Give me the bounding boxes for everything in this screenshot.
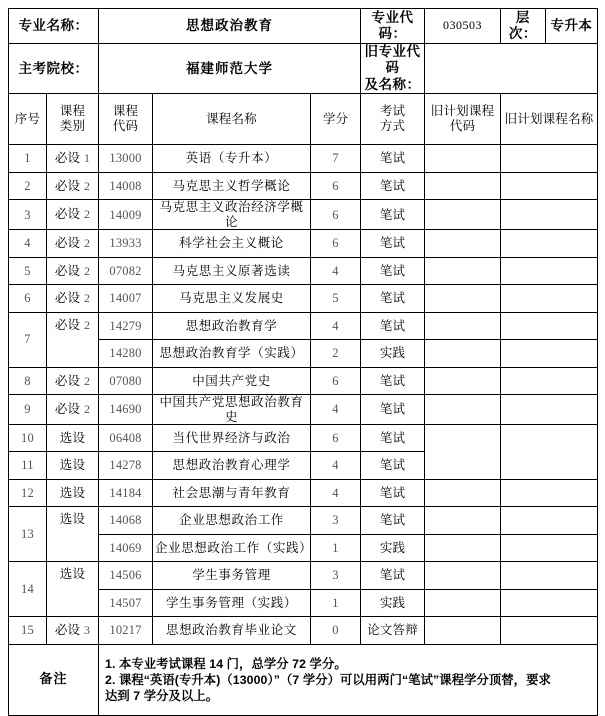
cell-course-code: 13933 (99, 230, 153, 258)
cell-old-name (501, 172, 598, 200)
category-number: 2 (83, 373, 91, 388)
cell-exam-mode: 笔试 (361, 507, 425, 535)
old-major-label (361, 44, 425, 94)
major-code-value: 030503 (425, 9, 501, 44)
cell-exam-mode: 笔试 (361, 452, 425, 480)
cell-course-name: 马克思主义发展史 (153, 285, 311, 313)
cell-course-name: 科学社会主义概论 (153, 230, 311, 258)
remark-line-2: 2. 课程“英语(专升本)（13000）”（7 学分）可以用两门“笔试”课程学分顶替，要求 (105, 672, 551, 687)
category-label: 必设 (54, 178, 81, 193)
major-name-value: 思想政治教育 (99, 9, 361, 44)
host-school-label: 主考院校： (9, 44, 99, 94)
meta-row-major (9, 9, 598, 44)
table-column-header (9, 94, 598, 145)
cell-category (47, 312, 99, 367)
cell-category (47, 507, 99, 562)
cell-seq: 2 (9, 172, 47, 200)
cell-old-name (501, 617, 598, 645)
cell-course-code: 14507 (99, 589, 153, 617)
cell-old-name (501, 340, 598, 368)
cell-old-code (425, 145, 501, 173)
cell-course-name: 中国共产党思想政治教育史 (153, 395, 311, 425)
cell-old-code (425, 340, 501, 368)
category-number: 1 (83, 151, 91, 166)
cell-course-code: 14008 (99, 172, 153, 200)
cell-course-name: 企业思想政治工作（实践） (153, 534, 311, 562)
cell-old-code (425, 312, 501, 340)
cell-credit: 7 (311, 145, 361, 173)
cell-category (47, 617, 99, 645)
cell-seq: 11 (9, 452, 47, 480)
cell-old-name (501, 257, 598, 285)
cell-old-code (425, 534, 501, 562)
category-number: 2 (83, 291, 91, 305)
cell-category (47, 424, 99, 452)
cell-old-name (501, 395, 598, 425)
category-label: 选设 (59, 458, 86, 473)
cell-old-code (425, 200, 501, 230)
category-label: 选设 (59, 512, 86, 527)
cell-credit: 5 (311, 285, 361, 313)
cell-seq: 4 (9, 230, 47, 258)
category-label: 选设 (59, 567, 86, 582)
cell-seq: 3 (9, 200, 47, 230)
cell-exam-mode: 笔试 (361, 172, 425, 200)
cell-category (47, 172, 99, 200)
cell-course-code: 07082 (99, 257, 153, 285)
cell-old-code (425, 285, 501, 313)
category-number: 2 (83, 236, 91, 250)
cell-old-name (501, 562, 598, 590)
level-value: 专升本 (550, 18, 593, 34)
cell-credit: 1 (311, 534, 361, 562)
cell-credit: 0 (311, 617, 361, 645)
cell-exam-mode: 笔试 (361, 257, 425, 285)
cell-exam-mode: 笔试 (361, 285, 425, 313)
cell-category (47, 479, 99, 507)
cell-category (47, 230, 99, 258)
cell-course-name: 思想政治教育学 (153, 312, 311, 340)
remark-body (99, 644, 598, 715)
major-code-label: 专业代码： (361, 9, 425, 44)
cell-credit: 4 (311, 257, 361, 285)
cell-course-name: 社会思潮与青年教育 (153, 479, 311, 507)
cell-course-name: 马克思主义政治经济学概论 (153, 200, 311, 230)
col-header-code: 课程 代码 (99, 94, 153, 145)
cell-old-name (501, 367, 598, 395)
cell-credit: 6 (311, 424, 361, 452)
cell-credit: 6 (311, 230, 361, 258)
category-label: 必设 (54, 623, 81, 638)
cell-old-name (501, 312, 598, 340)
category-label: 必设 (54, 373, 81, 388)
table-row (9, 200, 598, 230)
cell-old-code (425, 562, 501, 590)
cell-old-code (425, 257, 501, 285)
cell-credit: 4 (311, 312, 361, 340)
table-row (9, 562, 598, 590)
cell-old-name (501, 145, 598, 173)
cell-course-code: 13000 (99, 145, 153, 173)
table-row (9, 367, 598, 395)
col-header-old-code: 旧计划课程 代码 (425, 94, 501, 145)
cell-seq: 15 (9, 617, 47, 645)
cell-course-name: 当代世界经济与政治 (153, 424, 311, 452)
category-label: 必设 (54, 402, 81, 417)
cell-category (47, 395, 99, 425)
cell-old-code (425, 589, 501, 617)
remark-line-1: 1. 本专业考试课程 14 门，总学分 72 学分。 (105, 656, 347, 671)
cell-course-code: 14280 (99, 340, 153, 368)
cell-course-name: 学生事务管理 (153, 562, 311, 590)
cell-old-name (501, 424, 598, 479)
cell-credit: 4 (311, 479, 361, 507)
cell-exam-mode: 实践 (361, 589, 425, 617)
level-label: 层次： (501, 9, 545, 43)
cell-course-code: 14069 (99, 534, 153, 562)
cell-old-name (501, 200, 598, 230)
curriculum-plan-table (8, 8, 598, 716)
cell-old-name (501, 230, 598, 258)
cell-old-code (425, 617, 501, 645)
cell-category (47, 367, 99, 395)
cell-course-name: 企业思想政治工作 (153, 507, 311, 535)
cell-course-name: 英语（专升本） (153, 145, 311, 173)
cell-course-code: 14068 (99, 507, 153, 535)
cell-exam-mode: 笔试 (361, 367, 425, 395)
cell-old-code (425, 172, 501, 200)
cell-exam-mode: 笔试 (361, 562, 425, 590)
cell-seq: 5 (9, 257, 47, 285)
cell-exam-mode: 笔试 (361, 230, 425, 258)
table-row (9, 617, 598, 645)
table-row (9, 230, 598, 258)
cell-old-name (501, 285, 598, 313)
category-label: 选设 (59, 485, 86, 500)
category-label: 必设 (54, 236, 81, 250)
remark-line-3: 达到 7 学分及以上。 (105, 689, 219, 704)
cell-old-code (425, 230, 501, 258)
cell-credit: 6 (311, 172, 361, 200)
category-number: 2 (83, 317, 91, 332)
table-row (9, 285, 598, 313)
cell-category (47, 562, 99, 617)
category-label: 必设 (54, 291, 81, 305)
cell-old-name (501, 507, 598, 535)
cell-exam-mode: 笔试 (361, 145, 425, 173)
cell-seq: 9 (9, 395, 47, 425)
col-header-course-name: 课程名称 (153, 94, 311, 145)
category-number: 2 (83, 178, 91, 193)
cell-old-name (501, 479, 598, 507)
cell-category (47, 145, 99, 173)
cell-old-name (501, 534, 598, 562)
cell-course-name: 马克思主义哲学概论 (153, 172, 311, 200)
category-label: 必设 (54, 317, 81, 332)
cell-credit: 4 (311, 395, 361, 425)
cell-course-code: 07080 (99, 367, 153, 395)
cell-seq: 8 (9, 367, 47, 395)
table-row (9, 507, 598, 535)
cell-course-name: 马克思主义原著选读 (153, 257, 311, 285)
col-header-old-name: 旧计划课程名称 (501, 94, 598, 145)
cell-exam-mode: 笔试 (361, 395, 425, 425)
meta-row-school (9, 44, 598, 94)
table-row (9, 257, 598, 285)
cell-seq: 1 (9, 145, 47, 173)
cell-credit: 6 (311, 200, 361, 230)
remark-row (9, 644, 598, 715)
category-number: 3 (83, 623, 91, 638)
cell-old-code (425, 507, 501, 535)
cell-credit: 2 (311, 340, 361, 368)
table-row (9, 312, 598, 340)
remark-label: 备注 (9, 644, 99, 715)
cell-old-code (425, 367, 501, 395)
category-number: 2 (83, 207, 91, 222)
cell-old-name (501, 589, 598, 617)
table-row (9, 479, 598, 507)
cell-course-name: 中国共产党史 (153, 367, 311, 395)
col-header-credit: 学分 (311, 94, 361, 145)
cell-credit: 3 (311, 507, 361, 535)
cell-seq: 10 (9, 424, 47, 452)
cell-credit: 6 (311, 367, 361, 395)
category-label: 选设 (59, 430, 86, 445)
cell-seq: 7 (9, 312, 47, 367)
cell-course-name: 思想政治教育毕业论文 (153, 617, 311, 645)
cell-credit: 1 (311, 589, 361, 617)
host-school-value: 福建师范大学 (99, 44, 361, 94)
cell-category (47, 257, 99, 285)
cell-course-code: 14278 (99, 452, 153, 480)
category-label: 必设 (54, 207, 81, 222)
cell-course-code: 14690 (99, 395, 153, 425)
cell-exam-mode: 笔试 (361, 479, 425, 507)
cell-course-code: 14007 (99, 285, 153, 313)
cell-old-code (425, 395, 501, 425)
old-major-label-line2: 及名称： (364, 76, 421, 92)
category-label: 必设 (54, 151, 81, 166)
cell-course-code: 14184 (99, 479, 153, 507)
cell-category (47, 285, 99, 313)
old-major-value (425, 44, 598, 94)
cell-course-code: 14279 (99, 312, 153, 340)
cell-exam-mode: 实践 (361, 340, 425, 368)
cell-seq: 6 (9, 285, 47, 313)
category-number: 2 (83, 263, 91, 278)
cell-exam-mode: 笔试 (361, 200, 425, 230)
level-cell (501, 9, 598, 44)
cell-seq: 14 (9, 562, 47, 617)
cell-exam-mode: 实践 (361, 534, 425, 562)
col-header-exam-mode: 考试 方式 (361, 94, 425, 145)
col-header-category: 课程 类别 (47, 94, 99, 145)
cell-course-code: 14009 (99, 200, 153, 230)
cell-course-code: 06408 (99, 424, 153, 452)
cell-exam-mode: 笔试 (361, 312, 425, 340)
cell-course-code: 14506 (99, 562, 153, 590)
category-label: 必设 (54, 263, 81, 278)
category-number: 2 (83, 402, 91, 417)
cell-seq: 13 (9, 507, 47, 562)
cell-course-name: 学生事务管理（实践） (153, 589, 311, 617)
table-row (9, 145, 598, 173)
cell-exam-mode: 论文答辩 (361, 617, 425, 645)
table-row (9, 172, 598, 200)
cell-old-code (425, 479, 501, 507)
cell-old-code (425, 424, 501, 479)
cell-category (47, 452, 99, 480)
cell-course-name: 思想政治教育学（实践） (153, 340, 311, 368)
cell-credit: 4 (311, 452, 361, 480)
table-row (9, 395, 598, 425)
old-major-label-line1: 旧专业代码 (364, 44, 421, 76)
table-row (9, 424, 598, 452)
cell-category (47, 200, 99, 230)
major-name-label: 专业名称： (9, 9, 99, 44)
cell-course-code: 10217 (99, 617, 153, 645)
cell-course-name: 思想政治教育心理学 (153, 452, 311, 480)
cell-credit: 3 (311, 562, 361, 590)
col-header-seq: 序号 (9, 94, 47, 145)
cell-exam-mode: 笔试 (361, 424, 425, 452)
cell-seq: 12 (9, 479, 47, 507)
